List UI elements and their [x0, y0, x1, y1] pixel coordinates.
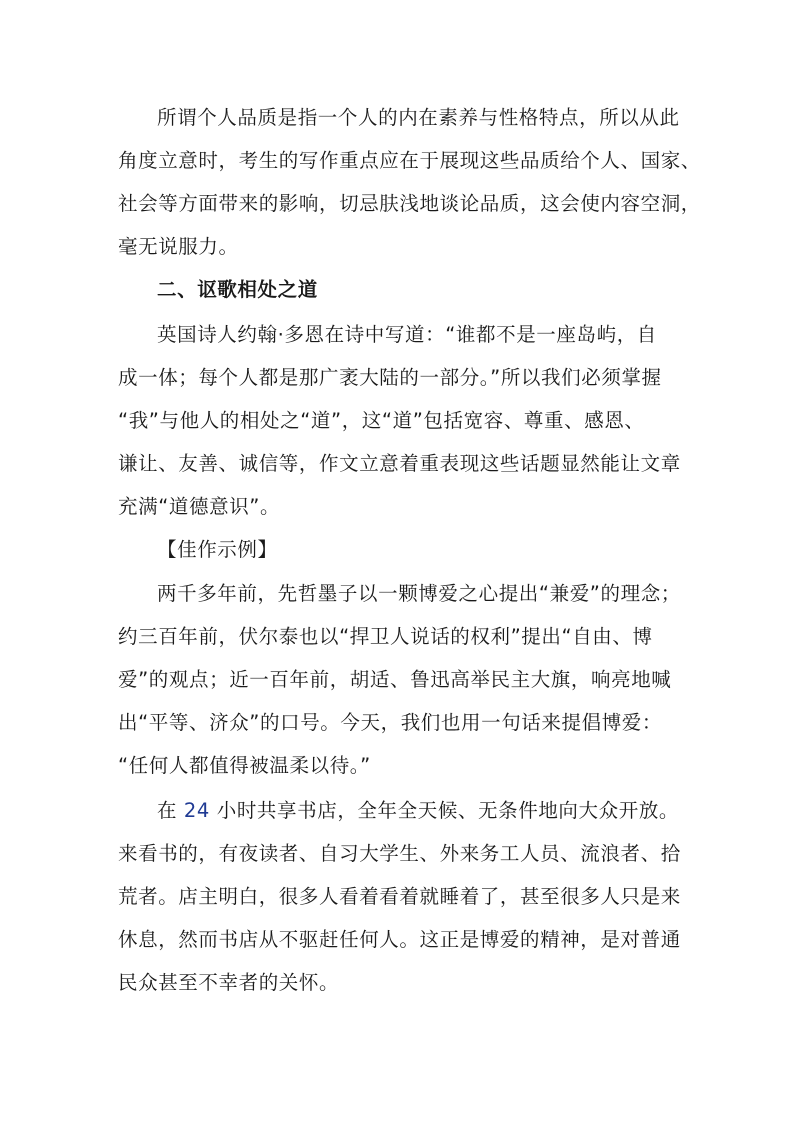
paragraph-4-line-4: 休息，然而书店从不驱赶任何人。这正是博爱的精神，是对普通 — [118, 928, 681, 951]
paragraph-1-line-1: 所谓个人品质是指一个人的内在素养与性格特点，所以从此 — [157, 106, 680, 129]
paragraph-2-line-1: 英国诗人约翰·多恩在诗中写道：“谁都不是一座岛屿，自 — [157, 323, 657, 346]
section-heading: 二、讴歌相处之道 — [157, 278, 318, 301]
paragraph-3-line-1: 两千多年前，先哲墨子以一颗博爱之心提出“兼爱”的理念； — [157, 582, 681, 605]
paragraph-2-line-2: 成一体；每个人都是那广袤大陆的一部分。”所以我们必须掌握 — [118, 366, 662, 389]
paragraph-4-line-3: 荒者。店主明白，很多人看着看着就睡着了，甚至很多人只是来 — [118, 885, 681, 908]
paragraph-4-suffix: 小时共享书店，全年全天候、无条件地向大众开放。 — [209, 799, 680, 822]
paragraph-2-line-4: 谦让、友善、诚信等，作文立意着重表现这些话题显然能让文章 — [118, 452, 681, 475]
paragraph-4-line-5: 民众甚至不幸者的关怀。 — [118, 971, 340, 994]
paragraph-3-line-3: 爱”的观点；近一百年前，胡适、鲁迅高举民主大旗，响亮地喊 — [118, 668, 672, 691]
paragraph-1-line-2: 角度立意时，考生的写作重点应在于展现这些品质给个人、国家、 — [118, 149, 701, 172]
paragraph-3-line-2: 约三百年前，伏尔泰也以“捍卫人说话的权利”提出“自由、博 — [118, 625, 653, 648]
paragraph-2-line-5: 充满“道德意识”。 — [118, 495, 281, 518]
paragraph-4-line-2: 来看书的，有夜读者、自习大学生、外来务工人员、流浪者、拾 — [118, 842, 681, 865]
paragraph-1-line-3: 社会等方面带来的影响，切忌肤浅地谈论品质，这会使内容空洞， — [118, 192, 701, 215]
paragraph-2-line-3: “我”与他人的相处之“道”，这“道”包括宽容、尊重、感恩、 — [118, 409, 645, 432]
paragraph-4-line-1 — [157, 799, 679, 823]
hours-number: 24 — [183, 799, 210, 822]
paragraph-3-line-4: 出“平等、济众”的口号。今天，我们也用一句话来提倡博爱： — [118, 711, 663, 734]
paragraph-4-prefix: 在 — [157, 799, 184, 822]
paragraph-1-line-4: 毫无说服力。 — [118, 235, 239, 258]
paragraph-3-line-5: “任何人都值得被温柔以待。” — [118, 754, 371, 777]
example-label: 【佳作示例】 — [157, 538, 278, 561]
